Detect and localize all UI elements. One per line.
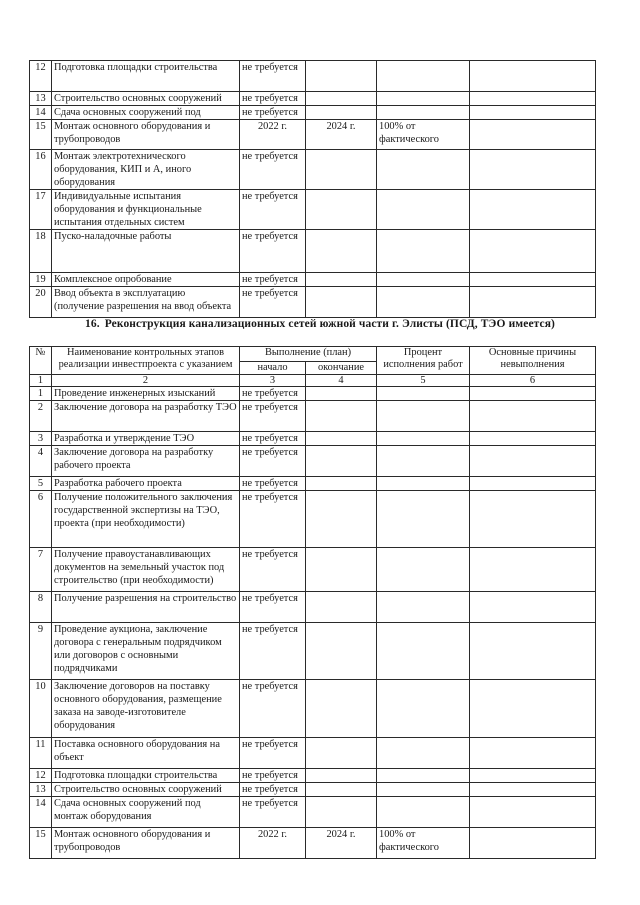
row-number: 15 [30,120,52,150]
stage-name: Сдача основных сооружений под [52,106,240,120]
failure-reason [470,491,596,548]
stage-name: Получение правоустанавливающих документов на земельный участок под строительство (при необходимости) [52,548,240,592]
stage-name: Заключение договоров на поставку основного оборудования, размещение заказа на заводе-изготовителе оборудования [52,680,240,738]
row-number: 17 [30,190,52,230]
completion-percent [377,106,470,120]
plan-end [306,477,377,491]
stage-name: Монтаж электротехнического оборудования, КИП и А, иного оборудования [52,150,240,190]
column-index: 3 [240,375,306,387]
plan-end [306,783,377,797]
plan-end [306,92,377,106]
column-index: 4 [306,375,377,387]
table-row [30,446,596,477]
row-number: 12 [30,769,52,783]
stage-status: не требуется [240,548,306,592]
stages-table [29,346,596,859]
table-row [30,432,596,446]
plan-end [306,769,377,783]
plan-end: 2024 г. [306,828,377,859]
failure-reason [470,446,596,477]
failure-reason [470,769,596,783]
row-number: 20 [30,287,52,318]
stage-status: не требуется [240,230,306,273]
plan-end [306,61,377,92]
table-row [30,623,596,680]
plan-end [306,797,377,828]
section-number: 16. [85,318,100,330]
stage-name: Комплексное опробование [52,273,240,287]
stage-status: не требуется [240,61,306,92]
section-title: Реконструкция канализационных сетей южной части г. Элисты (ПСД, ТЭО имеется) [104,318,555,330]
stages-table-continued [29,60,596,318]
plan-end [306,106,377,120]
row-number: 10 [30,680,52,738]
column-index: 2 [52,375,240,387]
table-row [30,401,596,432]
completion-percent: 100% от фактического [377,828,470,859]
row-number: 14 [30,797,52,828]
header-start: начало [240,362,306,375]
column-index: 1 [30,375,52,387]
row-number: 8 [30,592,52,623]
completion-percent [377,287,470,318]
failure-reason [470,92,596,106]
column-index: 5 [377,375,470,387]
stage-status: не требуется [240,273,306,287]
column-index: 6 [470,375,596,387]
completion-percent [377,190,470,230]
stage-name: Пуско-наладочные работы [52,230,240,273]
failure-reason [470,106,596,120]
completion-percent [377,92,470,106]
row-number: 13 [30,783,52,797]
plan-end [306,387,377,401]
stage-status: не требуется [240,477,306,491]
failure-reason [470,432,596,446]
completion-percent [377,432,470,446]
table-row [30,769,596,783]
header-execution-plan: Выполнение (план) [240,347,377,362]
header-failure-reasons: Основные причины невыполнения [470,347,596,375]
row-number: 19 [30,273,52,287]
table-row [30,230,596,273]
completion-percent [377,769,470,783]
stage-name: Заключение договора на разработку рабочего проекта [52,446,240,477]
plan-end [306,150,377,190]
header-number: № [30,347,52,375]
stage-name: Проведение инженерных изысканий [52,387,240,401]
table-row [30,190,596,230]
row-number: 15 [30,828,52,859]
stage-name: Ввод объекта в эксплуатацию (получение разрешения на ввод объекта [52,287,240,318]
plan-end: 2024 г. [306,120,377,150]
completion-percent [377,273,470,287]
table-row [30,92,596,106]
table-row [30,680,596,738]
stage-status: не требуется [240,783,306,797]
completion-percent: 100% от фактического [377,120,470,150]
stage-status: не требуется [240,446,306,477]
failure-reason [470,477,596,491]
stage-name: Разработка рабочего проекта [52,477,240,491]
stage-status: не требуется [240,491,306,548]
stage-status: не требуется [240,387,306,401]
table-row [30,273,596,287]
table-row [30,797,596,828]
header-stage-name: Наименование контрольных этапов реализации инвестпроекта с указанием [52,347,240,375]
row-number: 4 [30,446,52,477]
header-end: окончание [306,362,377,375]
completion-percent [377,548,470,592]
failure-reason [470,548,596,592]
row-number: 18 [30,230,52,273]
completion-percent [377,623,470,680]
stage-name: Строительство основных сооружений [52,92,240,106]
section-heading [0,318,640,330]
stage-name: Получение положительного заключения государственной экспертизы на ТЭО, проекта (при необходимости) [52,491,240,548]
table-row [30,828,596,859]
column-index-row [30,375,596,387]
failure-reason [470,61,596,92]
stage-name: Подготовка площадки строительства [52,769,240,783]
stage-status: не требуется [240,92,306,106]
row-number: 3 [30,432,52,446]
failure-reason [470,120,596,150]
stage-status: не требуется [240,401,306,432]
stages-table-body [30,387,596,859]
completion-percent [377,150,470,190]
plan-end [306,491,377,548]
completion-percent [377,680,470,738]
table-row [30,738,596,769]
table-row [30,61,596,92]
failure-reason [470,287,596,318]
failure-reason [470,797,596,828]
plan-end [306,401,377,432]
stage-name: Монтаж основного оборудования и трубопроводов [52,120,240,150]
completion-percent [377,592,470,623]
stage-status: не требуется [240,592,306,623]
completion-percent [377,491,470,548]
completion-percent [377,477,470,491]
table-row [30,477,596,491]
stage-status: не требуется [240,106,306,120]
row-number: 12 [30,61,52,92]
stage-name: Проведение аукциона, заключение договора с генеральным подрядчиком или договоров с основными подрядчиками [52,623,240,680]
plan-end [306,190,377,230]
plan-end [306,680,377,738]
stage-name: Получение разрешения на строительство [52,592,240,623]
plan-end [306,548,377,592]
failure-reason [470,738,596,769]
table-row [30,120,596,150]
stage-name: Индивидуальные испытания оборудования и функциональные испытания отдельных систем [52,190,240,230]
completion-percent [377,783,470,797]
stage-name: Подготовка площадки строительства [52,61,240,92]
stage-name: Строительство основных сооружений [52,783,240,797]
failure-reason [470,150,596,190]
completion-percent [377,446,470,477]
completion-percent [377,61,470,92]
row-number: 6 [30,491,52,548]
row-number: 5 [30,477,52,491]
stage-status: не требуется [240,432,306,446]
stage-name: Поставка основного оборудования на объект [52,738,240,769]
plan-end [306,230,377,273]
table-row [30,491,596,548]
plan-end [306,623,377,680]
stages-table-continued-body [30,61,596,318]
plan-end [306,287,377,318]
completion-percent [377,738,470,769]
failure-reason [470,401,596,432]
stage-status: не требуется [240,680,306,738]
table-row [30,150,596,190]
failure-reason [470,592,596,623]
plan-end [306,446,377,477]
failure-reason [470,273,596,287]
plan-start: 2022 г. [240,120,306,150]
row-number: 1 [30,387,52,401]
row-number: 9 [30,623,52,680]
stage-name: Монтаж основного оборудования и трубопроводов [52,828,240,859]
failure-reason [470,230,596,273]
plan-end [306,273,377,287]
table-row [30,783,596,797]
completion-percent [377,387,470,401]
table-row [30,106,596,120]
row-number: 2 [30,401,52,432]
row-number: 13 [30,92,52,106]
header-completion-percent: Процент исполнения работ [377,347,470,375]
plan-end [306,592,377,623]
plan-start: 2022 г. [240,828,306,859]
failure-reason [470,783,596,797]
failure-reason [470,623,596,680]
failure-reason [470,828,596,859]
row-number: 14 [30,106,52,120]
row-number: 16 [30,150,52,190]
table-row [30,387,596,401]
plan-end [306,432,377,446]
table-row [30,287,596,318]
row-number: 7 [30,548,52,592]
failure-reason [470,190,596,230]
table-row [30,592,596,623]
stage-status: не требуется [240,738,306,769]
failure-reason [470,680,596,738]
completion-percent [377,401,470,432]
stage-status: не требуется [240,623,306,680]
stages-table-header [30,347,596,387]
completion-percent [377,230,470,273]
stage-status: не требуется [240,769,306,783]
stage-status: не требуется [240,150,306,190]
stage-name: Разработка и утверждение ТЭО [52,432,240,446]
plan-end [306,738,377,769]
stage-status: не требуется [240,287,306,318]
stage-name: Сдача основных сооружений под монтаж оборудования [52,797,240,828]
row-number: 11 [30,738,52,769]
completion-percent [377,797,470,828]
table-row [30,548,596,592]
stage-status: не требуется [240,797,306,828]
stage-name: Заключение договора на разработку ТЭО [52,401,240,432]
failure-reason [470,387,596,401]
stage-status: не требуется [240,190,306,230]
